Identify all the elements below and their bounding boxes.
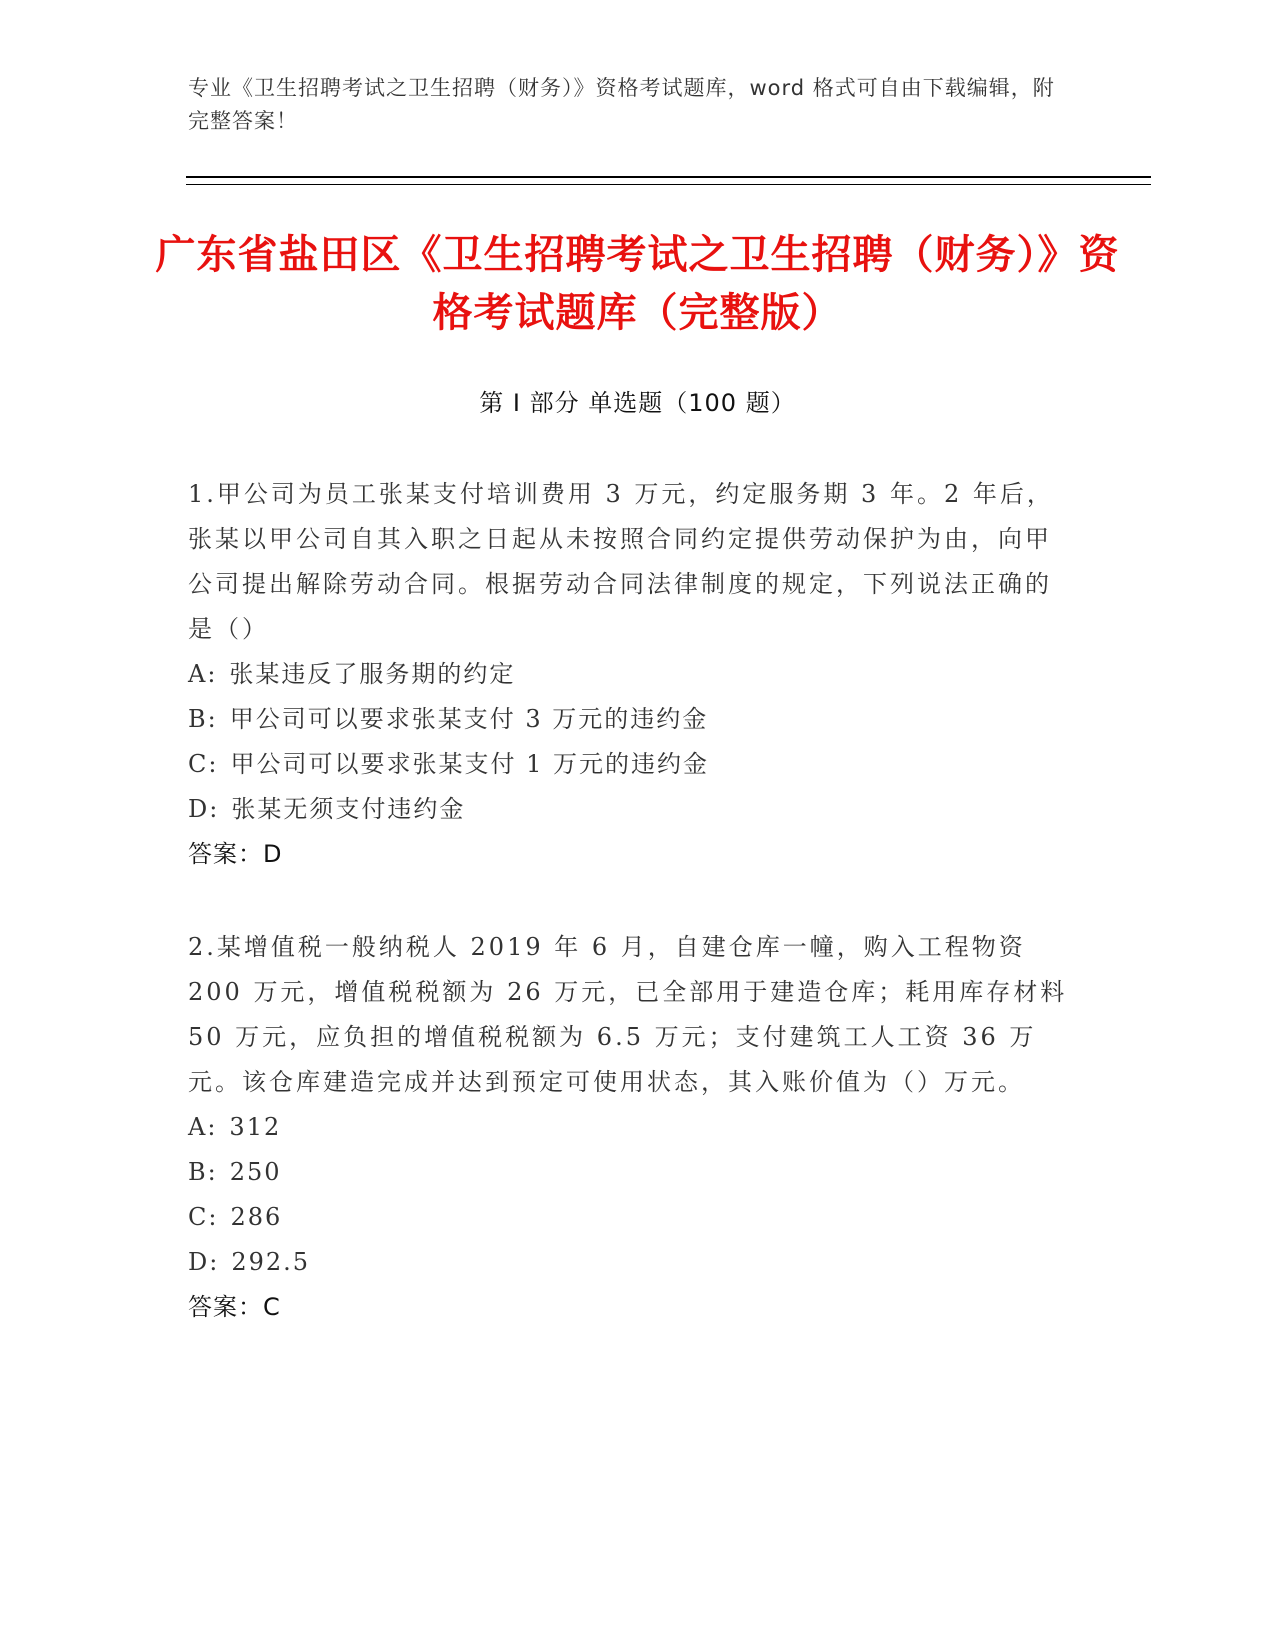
option-c — [188, 742, 1068, 787]
option-text: 250 — [229, 1158, 282, 1186]
option-label: C: — [188, 750, 219, 778]
option-label: C: — [188, 1203, 219, 1231]
option-c — [188, 1195, 1068, 1240]
option-text: 甲公司可以要求张某支付 1 万元的违约金 — [230, 750, 709, 778]
document-title: 广东省盐田区《卫生招聘考试之卫生招聘（财务）》资格考试题库（完整版） — [155, 232, 1120, 336]
option-label: A: — [188, 660, 218, 688]
question-2 — [188, 925, 1068, 1330]
option-b — [188, 1150, 1068, 1195]
section-heading: 第 I 部分 单选题（100 题） — [479, 389, 796, 417]
question-1 — [188, 472, 1068, 877]
header-divider-thick — [186, 176, 1151, 178]
option-d — [188, 787, 1068, 832]
option-text: 张某无须支付违约金 — [231, 795, 466, 823]
option-text: 甲公司可以要求张某支付 3 万元的违约金 — [229, 705, 709, 733]
option-d — [188, 1240, 1068, 1285]
option-text: 292.5 — [231, 1248, 311, 1276]
header-divider-thin — [186, 184, 1151, 185]
answer: 答案：C — [188, 1293, 281, 1321]
answer: 答案：D — [188, 840, 283, 868]
option-b — [188, 697, 1068, 742]
option-label: A: — [188, 1113, 218, 1141]
header-note: 专业《卫生招聘考试之卫生招聘（财务）》资格考试题库，word 格式可自由下载编辑，附完整答案！ — [188, 76, 1055, 133]
option-label: D: — [188, 1248, 220, 1276]
option-text: 286 — [230, 1203, 283, 1231]
option-a — [188, 1105, 1068, 1150]
question-stem: 2.某增值税一般纳税人 2019 年 6 月，自建仓库一幢，购入工程物资 200 万元，增值税税额为 26 万元，已全部用于建造仓库；耗用库存材料 50 万元，应负担的增值税税额为 6.5 万元；支付建筑工人工资 36 万元。该仓库建造完成并达到预定可使用状态，其入账价值为（）万元。 — [188, 933, 1068, 1096]
option-label: B: — [188, 705, 218, 733]
option-label: B: — [188, 1158, 218, 1186]
option-text: 张某违反了服务期的约定 — [229, 660, 516, 688]
option-text: 312 — [229, 1113, 282, 1141]
question-stem: 1.甲公司为员工张某支付培训费用 3 万元，约定服务期 3 年。2 年后，张某以甲公司自其入职之日起从未按照合同约定提供劳动保护为由，向甲公司提出解除劳动合同。根据劳动合同法律制度的规定，下列说法正确的是（） — [188, 480, 1054, 643]
option-a — [188, 652, 1068, 697]
option-label: D: — [188, 795, 220, 823]
